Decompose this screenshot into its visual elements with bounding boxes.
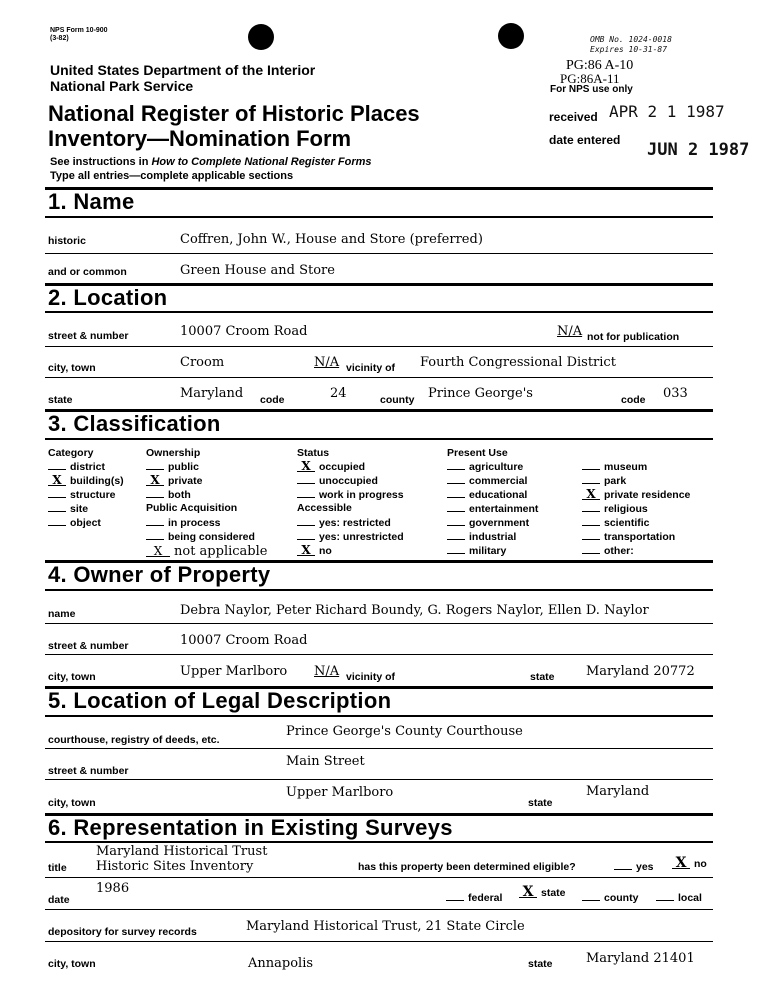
nfp-mark: N/A bbox=[557, 324, 583, 339]
present-use-option-label: museum bbox=[604, 461, 648, 473]
category-option-label: object bbox=[70, 517, 101, 529]
survey-date-label: date bbox=[48, 894, 70, 906]
service: National Park Service bbox=[50, 78, 194, 94]
instructions-2: Type all entries—complete applicable sections bbox=[50, 170, 294, 182]
legal-city-label: city, town bbox=[48, 797, 96, 809]
status-option[interactable] bbox=[297, 460, 404, 474]
rule bbox=[45, 909, 713, 910]
level-local: local bbox=[656, 892, 702, 904]
form-title-2: Inventory—Nomination Form bbox=[48, 126, 352, 151]
owner-name-label: name bbox=[48, 608, 76, 620]
rule bbox=[45, 187, 713, 190]
status-option-label: occupied bbox=[319, 461, 366, 473]
accessible-option-label: yes: unrestricted bbox=[319, 531, 404, 543]
checkbox[interactable] bbox=[582, 539, 600, 540]
checkbox[interactable] bbox=[48, 469, 66, 470]
rule bbox=[45, 748, 713, 749]
category-option[interactable] bbox=[48, 474, 124, 488]
ownership-heading: Ownership bbox=[146, 447, 201, 459]
ownership-option[interactable] bbox=[146, 460, 202, 474]
date-entered-label: date entered bbox=[549, 133, 621, 147]
checkbox[interactable]: X bbox=[297, 461, 315, 472]
checkbox[interactable] bbox=[582, 469, 600, 470]
ownership-option[interactable] bbox=[146, 474, 202, 488]
present-use-option[interactable] bbox=[582, 474, 690, 488]
checkbox[interactable] bbox=[446, 900, 464, 901]
rule bbox=[45, 877, 713, 878]
checkbox[interactable]: X bbox=[48, 475, 66, 486]
present-use-list-1 bbox=[447, 460, 538, 558]
owner-vicinity-mark: N/A bbox=[314, 664, 340, 679]
owner-state-label: state bbox=[530, 671, 555, 683]
checkbox[interactable] bbox=[582, 511, 600, 512]
state-value: Maryland bbox=[180, 386, 244, 401]
courthouse-value: Prince George's County Courthouse bbox=[286, 724, 523, 739]
section-6-title: 6. Representation in Existing Surveys bbox=[48, 815, 453, 840]
checkbox[interactable] bbox=[582, 553, 600, 554]
county-code: 033 bbox=[663, 386, 688, 401]
rule bbox=[45, 311, 713, 313]
category-option-label: district bbox=[70, 461, 106, 473]
legal-street-value: Main Street bbox=[286, 754, 365, 769]
depository-state-value: Maryland 21401 bbox=[586, 951, 695, 966]
present-use-option-label: educational bbox=[469, 489, 528, 501]
present-use-option[interactable] bbox=[447, 474, 538, 488]
category-heading: Category bbox=[48, 447, 94, 459]
rule bbox=[45, 216, 713, 218]
section-1-title: 1. Name bbox=[48, 189, 135, 214]
checkbox[interactable] bbox=[146, 539, 164, 540]
rule bbox=[45, 654, 713, 655]
present-use-option-label: private residence bbox=[604, 489, 691, 501]
present-use-option[interactable] bbox=[582, 488, 690, 502]
present-use-option[interactable] bbox=[582, 516, 690, 530]
form-number: NPS Form 10-900 bbox=[50, 27, 108, 34]
checkbox[interactable]: X bbox=[146, 546, 170, 557]
owner-vicinity-label: vicinity of bbox=[346, 671, 396, 683]
owner-city-value: Upper Marlboro bbox=[180, 664, 288, 679]
rule bbox=[45, 623, 713, 624]
owner-name-value: Debra Naylor, Peter Richard Boundy, G. Rogers Naylor, Ellen D. Naylor bbox=[180, 603, 649, 618]
form-title-1: National Register of Historic Places bbox=[48, 101, 420, 126]
category-option[interactable] bbox=[48, 502, 124, 516]
depository-label: depository for survey records bbox=[48, 926, 197, 938]
district-value: Fourth Congressional District bbox=[420, 355, 616, 370]
checkbox[interactable] bbox=[146, 497, 164, 498]
present-use-option[interactable] bbox=[582, 530, 690, 544]
legal-street-label: street & number bbox=[48, 765, 129, 777]
present-use-heading: Present Use bbox=[447, 447, 508, 459]
rule bbox=[45, 779, 713, 780]
checkbox[interactable] bbox=[447, 553, 465, 554]
section-2-title: 2. Location bbox=[48, 285, 168, 310]
status-option-label: work in progress bbox=[319, 489, 404, 501]
received-stamp: APR 2 1 1987 bbox=[609, 102, 725, 121]
county-code-label: code bbox=[621, 394, 646, 406]
eligible-no: X no bbox=[672, 858, 707, 870]
accessible-option-label: no bbox=[319, 545, 332, 557]
department: United States Department of the Interior bbox=[50, 62, 316, 78]
level-county: county bbox=[582, 892, 638, 904]
checkbox[interactable]: X bbox=[146, 475, 164, 486]
depository-city-label: city, town bbox=[48, 958, 96, 970]
category-option-label: structure bbox=[70, 489, 116, 501]
present-use-option-label: military bbox=[469, 545, 507, 557]
rule bbox=[45, 589, 713, 591]
ownership-option-label: public bbox=[168, 461, 199, 473]
street-value: 10007 Croom Road bbox=[180, 324, 308, 339]
checkbox[interactable] bbox=[146, 469, 164, 470]
survey-title-2: Historic Sites Inventory bbox=[96, 859, 254, 874]
status-option-label: unoccupied bbox=[319, 475, 378, 487]
city-label: city, town bbox=[48, 362, 96, 374]
common-value: Green House and Store bbox=[180, 263, 335, 278]
checkbox[interactable] bbox=[447, 539, 465, 540]
courthouse-label: courthouse, registry of deeds, etc. bbox=[48, 734, 220, 746]
ownership-list bbox=[146, 460, 202, 502]
ownership-option[interactable] bbox=[146, 488, 202, 502]
status-list bbox=[297, 460, 404, 502]
acquisition-option[interactable] bbox=[146, 516, 255, 530]
punch-hole-left bbox=[248, 24, 274, 50]
category-option[interactable] bbox=[48, 460, 124, 474]
present-use-option-label: transportation bbox=[604, 531, 676, 543]
vicinity-mark: N/A bbox=[314, 355, 340, 370]
checkbox[interactable] bbox=[614, 869, 632, 870]
accessible-option[interactable] bbox=[297, 530, 404, 544]
present-use-option[interactable] bbox=[447, 544, 538, 558]
rule bbox=[45, 438, 713, 440]
present-use-option-label: park bbox=[604, 475, 627, 487]
present-use-option-label: scientific bbox=[604, 517, 650, 529]
checkbox[interactable] bbox=[447, 511, 465, 512]
checkbox[interactable]: X bbox=[672, 858, 690, 869]
present-use-option[interactable] bbox=[447, 530, 538, 544]
street-label: street & number bbox=[48, 330, 129, 342]
checkbox[interactable]: X bbox=[297, 545, 315, 556]
checkbox[interactable] bbox=[297, 497, 315, 498]
present-use-option-label: entertainment bbox=[469, 503, 539, 515]
acquisition-option-label: being considered bbox=[168, 531, 255, 543]
accessible-heading: Accessible bbox=[297, 502, 352, 514]
historic-label: historic bbox=[48, 235, 86, 247]
present-use-option-label: other: bbox=[604, 545, 634, 557]
level-federal: federal bbox=[446, 892, 502, 904]
present-use-option-label: religious bbox=[604, 503, 648, 515]
checkbox[interactable] bbox=[656, 900, 674, 901]
section-5-title: 5. Location of Legal Description bbox=[48, 688, 392, 713]
present-use-option-label: commercial bbox=[469, 475, 528, 487]
rule bbox=[45, 377, 713, 378]
instructions-1: See instructions in How to Complete National Register Forms bbox=[50, 156, 372, 168]
legal-state-label: state bbox=[528, 797, 553, 809]
category-option[interactable] bbox=[48, 488, 124, 502]
legal-city-value: Upper Marlboro bbox=[286, 785, 394, 800]
checkbox[interactable] bbox=[447, 469, 465, 470]
ownership-option-label: private bbox=[168, 475, 203, 487]
depository-value: Maryland Historical Trust, 21 State Circle bbox=[246, 919, 525, 934]
survey-title-1: Maryland Historical Trust bbox=[96, 844, 268, 859]
historic-value: Coffren, John W., House and Store (preferred) bbox=[180, 232, 483, 247]
survey-date-value: 1986 bbox=[96, 881, 130, 896]
form-revision: (3-82) bbox=[50, 35, 69, 42]
acquisition-heading: Public Acquisition bbox=[146, 502, 238, 514]
level-state: X state bbox=[519, 887, 566, 899]
city-value: Croom bbox=[180, 355, 225, 370]
acquisition-not-applicable: X not applicable bbox=[146, 542, 267, 560]
county-value: Prince George's bbox=[428, 386, 533, 401]
present-use-option[interactable] bbox=[447, 502, 538, 516]
legal-state-value: Maryland bbox=[586, 784, 650, 799]
present-use-option-label: industrial bbox=[469, 531, 517, 543]
present-use-option-label: agriculture bbox=[469, 461, 524, 473]
pg-number-2: PG:86A-11 bbox=[560, 71, 620, 86]
checkbox[interactable] bbox=[447, 525, 465, 526]
code-label: code bbox=[260, 394, 285, 406]
checkbox[interactable] bbox=[297, 525, 315, 526]
nfp-label: not for publication bbox=[587, 331, 680, 343]
survey-title-label: title bbox=[48, 862, 67, 874]
checkbox[interactable] bbox=[297, 539, 315, 540]
accessible-list bbox=[297, 516, 404, 558]
state-code: 24 bbox=[330, 386, 347, 401]
checkbox[interactable] bbox=[48, 525, 66, 526]
category-option[interactable] bbox=[48, 516, 124, 530]
present-use-option[interactable] bbox=[447, 460, 538, 474]
present-use-option[interactable] bbox=[447, 488, 538, 502]
accessible-option-label: yes: restricted bbox=[319, 517, 391, 529]
present-use-option-label: government bbox=[469, 517, 530, 529]
checkbox[interactable] bbox=[447, 497, 465, 498]
present-use-option[interactable] bbox=[447, 516, 538, 530]
owner-street-label: street & number bbox=[48, 640, 129, 652]
present-use-option[interactable] bbox=[582, 544, 690, 558]
eligible-question: has this property been determined eligible? bbox=[358, 861, 576, 873]
owner-city-label: city, town bbox=[48, 671, 96, 683]
owner-street-value: 10007 Croom Road bbox=[180, 633, 308, 648]
accessible-option[interactable] bbox=[297, 516, 404, 530]
date-entered-stamp: JUN 2 1987 bbox=[647, 140, 750, 160]
checkbox[interactable]: X bbox=[519, 887, 537, 898]
checkbox[interactable] bbox=[48, 497, 66, 498]
present-use-option[interactable] bbox=[582, 502, 690, 516]
omb-expires: Expires 10-31-87 bbox=[590, 45, 668, 54]
checkbox[interactable] bbox=[297, 483, 315, 484]
acquisition-option-label: in process bbox=[168, 517, 221, 529]
state-label: state bbox=[48, 394, 73, 406]
depository-state-label: state bbox=[528, 958, 553, 970]
category-option-label: site bbox=[70, 503, 89, 515]
checkbox[interactable]: X bbox=[582, 489, 600, 500]
rule bbox=[45, 841, 713, 843]
county-label: county bbox=[380, 394, 415, 406]
rule bbox=[45, 941, 713, 942]
status-heading: Status bbox=[297, 447, 330, 459]
present-use-option[interactable] bbox=[582, 460, 690, 474]
eligible-yes: yes bbox=[614, 861, 654, 873]
section-3-title: 3. Classification bbox=[48, 411, 221, 436]
nps-use-only: For NPS use only bbox=[550, 84, 633, 95]
accessible-option[interactable] bbox=[297, 544, 404, 558]
acquisition-list bbox=[146, 516, 255, 544]
common-label: and or common bbox=[48, 266, 127, 278]
checkbox[interactable] bbox=[48, 511, 66, 512]
rule bbox=[45, 346, 713, 347]
section-4-title: 4. Owner of Property bbox=[48, 562, 271, 587]
vicinity-label: vicinity of bbox=[346, 362, 396, 374]
owner-state-value: Maryland 20772 bbox=[586, 664, 695, 679]
status-option[interactable] bbox=[297, 488, 404, 502]
ownership-option-label: both bbox=[168, 489, 191, 501]
checkbox[interactable] bbox=[582, 900, 600, 901]
present-use-list-2 bbox=[582, 460, 690, 558]
checkbox[interactable] bbox=[146, 525, 164, 526]
depository-city-value: Annapolis bbox=[248, 956, 314, 971]
rule bbox=[45, 253, 713, 254]
omb-number: OMB No. 1024-0018 bbox=[590, 35, 672, 44]
pg-number-1: PG:86 A-10 bbox=[566, 58, 634, 73]
rule bbox=[45, 715, 713, 717]
status-option[interactable] bbox=[297, 474, 404, 488]
checkbox[interactable] bbox=[582, 483, 600, 484]
category-option-label: building(s) bbox=[70, 475, 124, 487]
checkbox[interactable] bbox=[582, 525, 600, 526]
checkbox[interactable] bbox=[447, 483, 465, 484]
category-list bbox=[48, 460, 124, 530]
received-label: received bbox=[549, 110, 598, 124]
punch-hole-right bbox=[498, 23, 524, 49]
